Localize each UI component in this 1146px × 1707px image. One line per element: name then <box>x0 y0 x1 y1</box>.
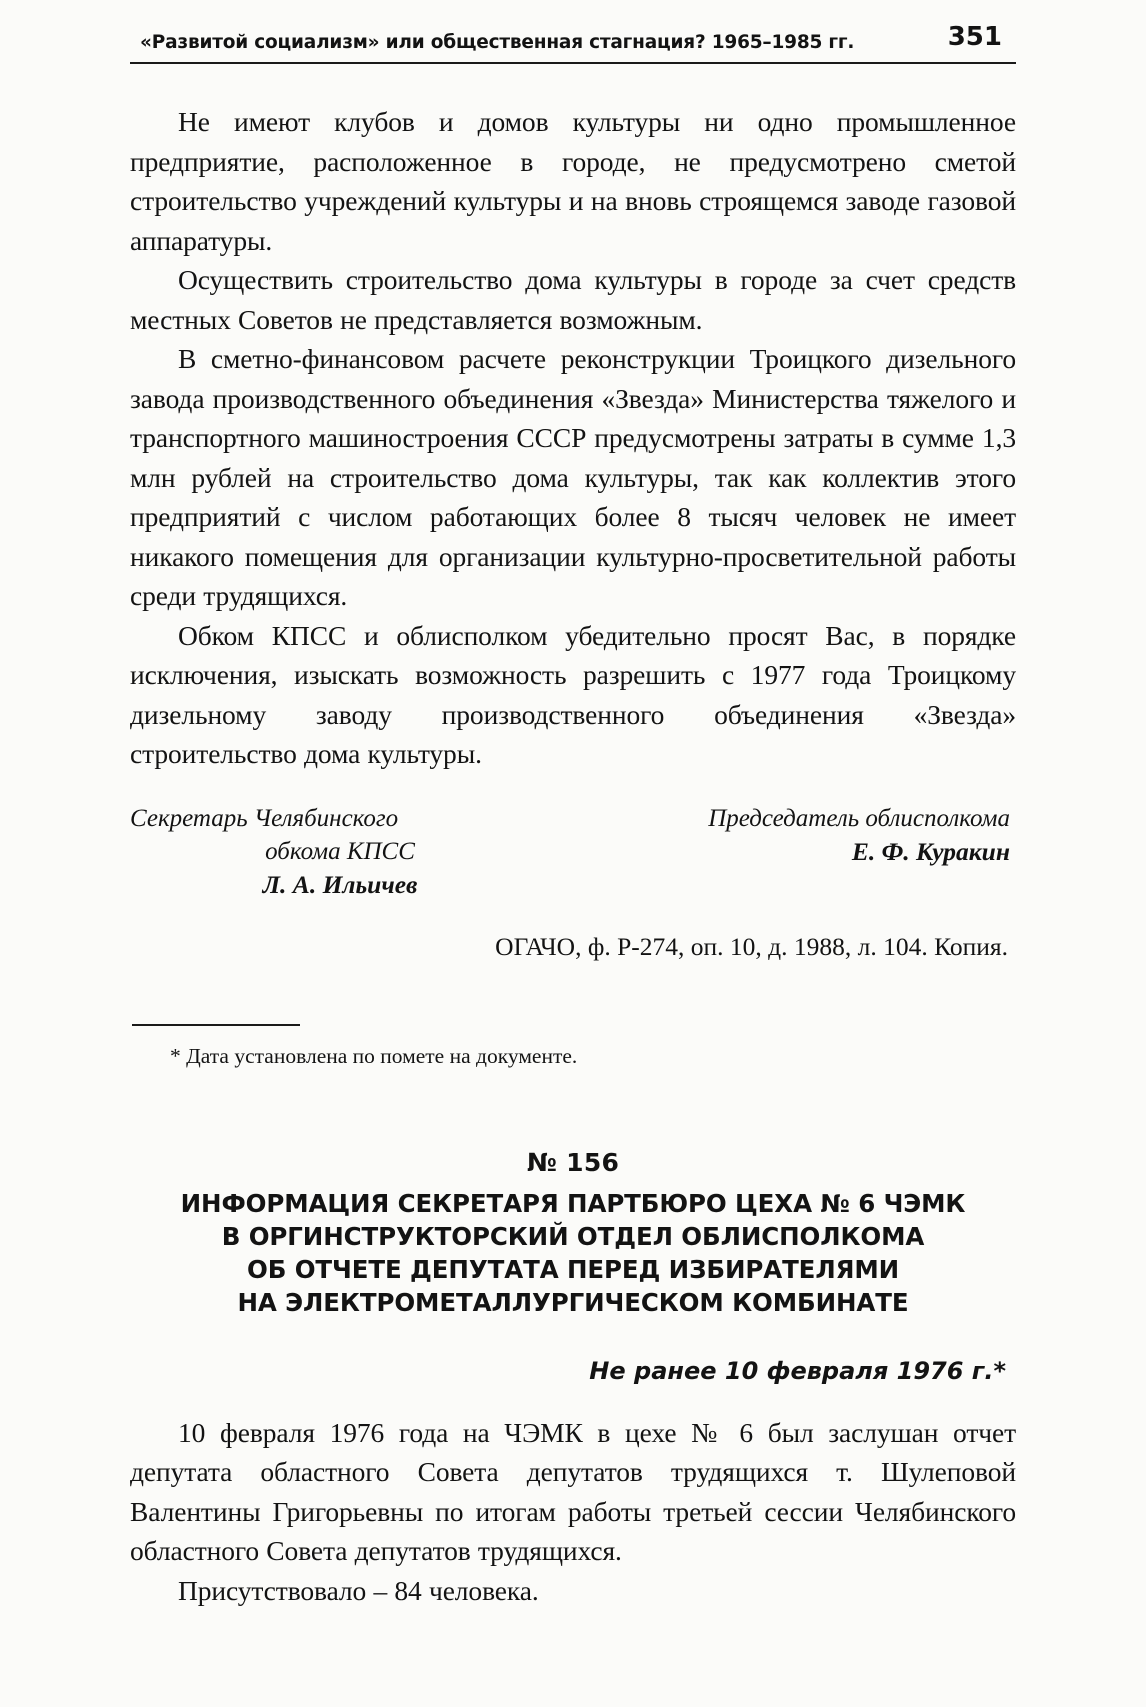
signature-left <box>130 802 550 901</box>
next-document-heading <box>130 1148 1016 1319</box>
document-title <box>130 1187 1016 1319</box>
document-title-line: В ОРГИНСТРУКТОРСКИЙ ОТДЕЛ ОБЛИСПОЛКОМА <box>221 1221 925 1251</box>
page-number: 351 <box>947 22 1002 52</box>
paragraph: Обком КПСС и облисполком убедительно просят Вас, в порядке исключения, изыскать возможность разрешить с 1977 года Троицкому дизельному заводу производственного объединения «Звезда» строительство дома культуры. <box>130 619 1016 769</box>
paragraph: В сметно-финансовом расчете реконструкции Троицкого дизельного завода производственного объединения «Звезда» Министерства тяжелого и транспортного машиностроения СССР предусмотрены затраты в сумме 1,3 млн рублей на строительство дома культуры, так как коллектив этого предприятий с числом работающих более 8 тысяч человек не имеет никакого помещения для организации культурно-просветительной работы среди трудящихся. <box>130 343 1016 611</box>
next-document-body <box>130 1413 1016 1611</box>
paragraph: Присутствовало – 84 человека. <box>178 1574 539 1606</box>
signature-right-line1: Председатель облисполкома <box>708 804 1010 832</box>
document-number: № 156 <box>526 1147 620 1177</box>
signature-right <box>590 802 1010 868</box>
signature-left-line2: обкома КПСС <box>265 837 415 865</box>
header-divider <box>130 62 1016 64</box>
paragraph: 10 февраля 1976 года на ЧЭМК в цехе № 6 был заслушан отчет депутата областного Совета депутатов трудящихся т. Шулеповой Валентины Григорьевны по итогам работы третьей сессии Челябинского областного Совета депутатов трудящихся. <box>130 1416 1016 1566</box>
paragraph: Не имеют клубов и домов культуры ни одно промышленное предприятие, расположенное в городе, не предусмотрено сметой строительство учреждений культуры и на вновь строящемся заводе газовой аппаратуры. <box>130 106 1016 256</box>
page-content <box>130 0 1016 1610</box>
archive-reference: ОГАЧО, ф. Р-274, оп. 10, д. 1988, л. 104. Копия. <box>495 931 1008 961</box>
footnote-text: * Дата установлена по помете на документе. <box>170 1043 578 1068</box>
signature-left-line1: Секретарь Челябинского <box>130 804 399 832</box>
running-head <box>130 0 1016 58</box>
document-date: Не ранее 10 февраля 1976 г.* <box>589 1356 1006 1385</box>
document-title-line: ИНФОРМАЦИЯ СЕКРЕТАРЯ ПАРТБЮРО ЦЕХА № 6 ЧЭМК <box>180 1188 966 1218</box>
signature-left-name: Л. А. Ильичев <box>262 869 418 899</box>
signature-block <box>130 802 1016 922</box>
paragraph: Осуществить строительство дома культуры в городе за счет средств местных Советов не представляется возможным. <box>130 264 1016 335</box>
letter-body <box>130 102 1016 774</box>
running-head-title: «Развитой социализм» или общественная стагнация? 1965–1985 гг. <box>140 32 855 53</box>
footnote-block <box>130 1024 1016 1070</box>
document-title-line: НА ЭЛЕКТРОМЕТАЛЛУРГИЧЕСКОМ КОМБИНАТЕ <box>237 1287 909 1317</box>
footnote-divider <box>132 1024 300 1026</box>
signature-right-name: Е. Ф. Куракин <box>851 836 1010 866</box>
document-title-line: ОБ ОТЧЕТЕ ДЕПУТАТА ПЕРЕД ИЗБИРАТЕЛЯМИ <box>246 1254 900 1284</box>
